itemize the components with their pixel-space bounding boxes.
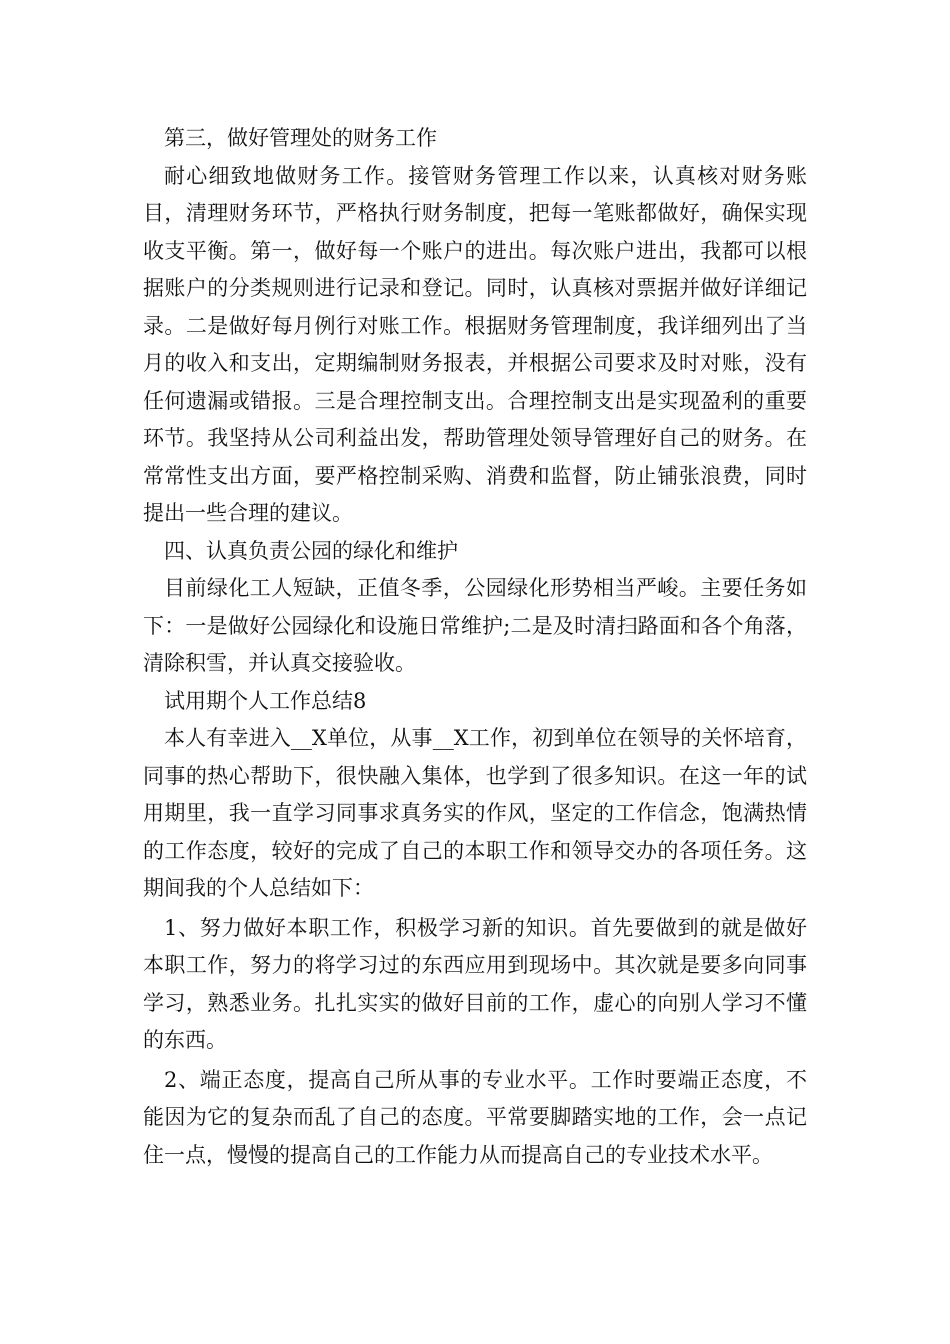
paragraph-finance-work: 耐心细致地做财务工作。接管财务管理工作以来，认真核对财务账目，清理财务环节，严格执行财务制度，把每一笔账都做好，确保实现收支平衡。第一，做好每一个账户的进出。每次账户进出，我都可以根据账户的分类规则进行记录和登记。同时，认真核对票据并做好详细记录。二是做好每月例行对账工作。根据财务管理制度，我详细列出了当月的收入和支出，定期编制财务报表，并根据公司要求及时对账，没有任何遗漏或错报。三是合理控制支出。合理控制支出是实现盈利的重要环节。我坚持从公司利益出发，帮助管理处领导管理好自己的财务。在常常性支出方面，要严格控制采购、消费和监督，防止铺张浪费，同时提出一些合理的建议。 [143,163,807,525]
paragraph-point-1: 1、努力做好本职工作，积极学习新的知识。首先要做到的就是做好本职工作，努力的将学习过的东西应用到现场中。其次就是要多向同事学习，熟悉业务。扎扎实实的做好目前的工作，虚心的向别人学习不懂的东西。 [143,915,807,1052]
paragraph-probation-intro: 本人有幸进入__X单位，从事__X工作，初到单位在领导的关怀培育，同事的热心帮助下，很快融入集体，也学到了很多知识。在这一年的试用期里，我一直学习同事求真务实的作风，坚定的工作信念，饱满热情的工作态度，较好的完成了自己的本职工作和领导交办的各项任务。这期间我的个人总结如下： [143,726,807,900]
document-page [143,120,807,1174]
section-heading-probation-summary: 试用期个人工作总结8 [164,688,367,713]
paragraph-park-greening: 目前绿化工人短缺，正值冬季，公园绿化形势相当严峻。主要任务如下：一是做好公园绿化和设施日常维护;二是及时清扫路面和各个角落，清除积雪，并认真交接验收。 [143,576,807,675]
section-heading-park-greening: 四、认真负责公园的绿化和维护 [164,538,458,563]
paragraph-point-2: 2、端正态度，提高自己所从事的专业水平。工作时要端正态度，不能因为它的复杂而乱了自己的态度。平常要脚踏实地的工作，会一点记住一点，慢慢的提高自己的工作能力从而提高自己的专业技术水平。 [143,1067,807,1167]
section-heading-finance: 第三，做好管理处的财务工作 [164,126,437,150]
